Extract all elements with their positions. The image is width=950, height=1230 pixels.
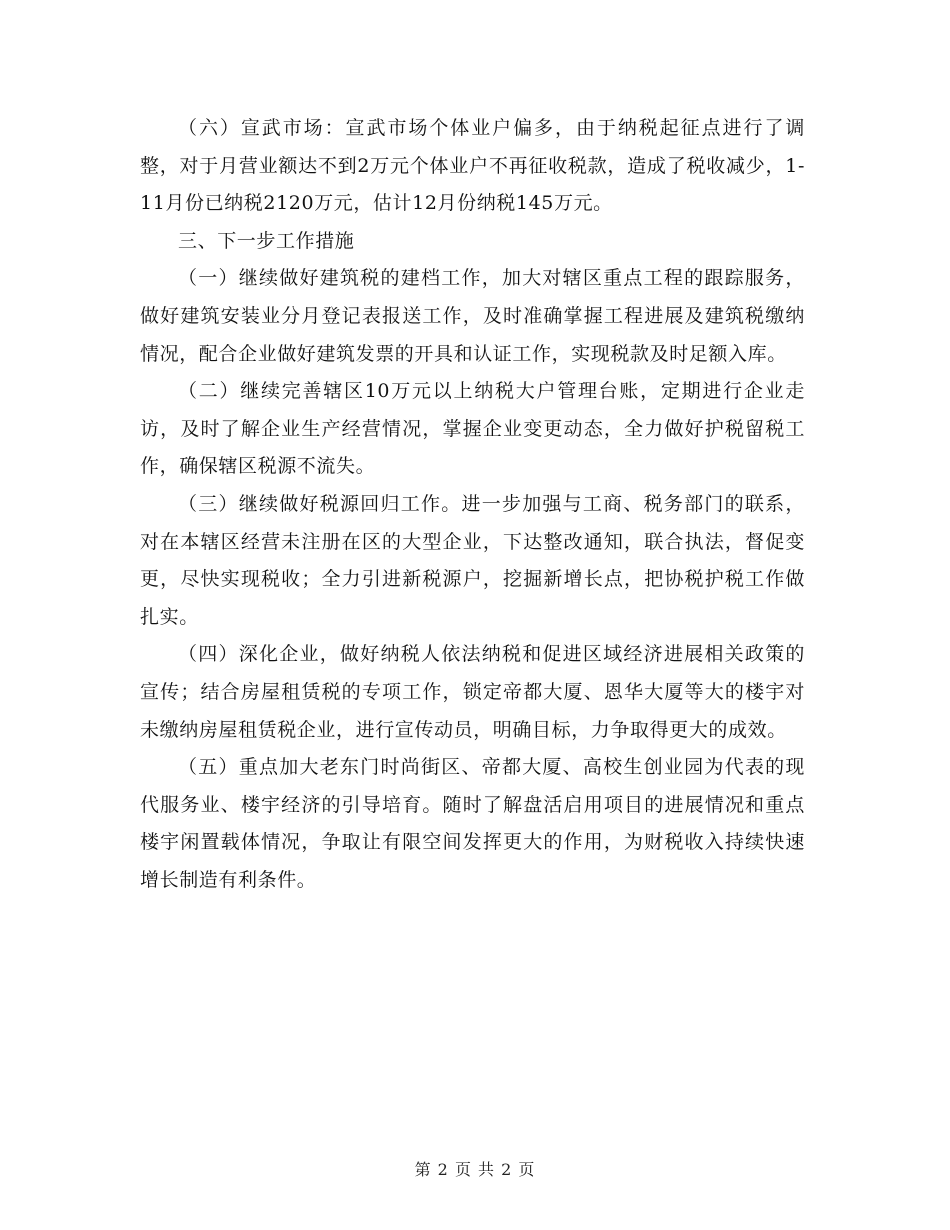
paragraph-market-xuanwu: （六）宣武市场：宣武市场个体业户偏多，由于纳税起征点进行了调整，对于月营业额达不到2万元个体业户不再征收税款，造成了税收减少，1-11月份已纳税2120万元，估计12月份纳税145万元。	[140, 117, 805, 215]
paragraph-measure-3: （三）继续做好税源回归工作。进一步加强与工商、税务部门的联系，对在本辖区经营未注册在区的大型企业，下达整改通知，联合执法，督促变更，尽快实现税收；全力引进新税源户，挖掘新增长点，把协税护税工作做扎实。	[140, 492, 805, 628]
page-number-footer: 第 2 页 共 2 页	[414, 1160, 536, 1179]
section-heading-next-steps: 三、下一步工作措施	[178, 229, 355, 252]
document-body	[140, 110, 805, 899]
paragraph-measure-1: （一）继续做好建筑税的建档工作，加大对辖区重点工程的跟踪服务，做好建筑安装业分月登记表报送工作，及时准确掌握工程进展及建筑税缴纳情况，配合企业做好建筑发票的开具和认证工作，实现税款及时足额入库。	[140, 267, 805, 365]
paragraph-measure-2: （二）继续完善辖区10万元以上纳税大户管理台账，定期进行企业走访，及时了解企业生产经营情况，掌握企业变更动态，全力做好护税留税工作，确保辖区税源不流失。	[140, 380, 805, 478]
paragraph-measure-4: （四）深化企业，做好纳税人依法纳税和促进区域经济进展相关政策的宣传；结合房屋租赁税的专项工作，锁定帝都大厦、恩华大厦等大的楼宇对未缴纳房屋租赁税企业，进行宣传动员，明确目标，力争取得更大的成效。	[140, 643, 805, 741]
paragraph-measure-5: （五）重点加大老东门时尚街区、帝都大厦、高校生创业园为代表的现代服务业、楼宇经济的引导培育。随时了解盘活启用项目的进展情况和重点楼宇闲置载体情况，争取让有限空间发挥更大的作用，为财税收入持续快速增长制造有利条件。	[140, 756, 805, 891]
